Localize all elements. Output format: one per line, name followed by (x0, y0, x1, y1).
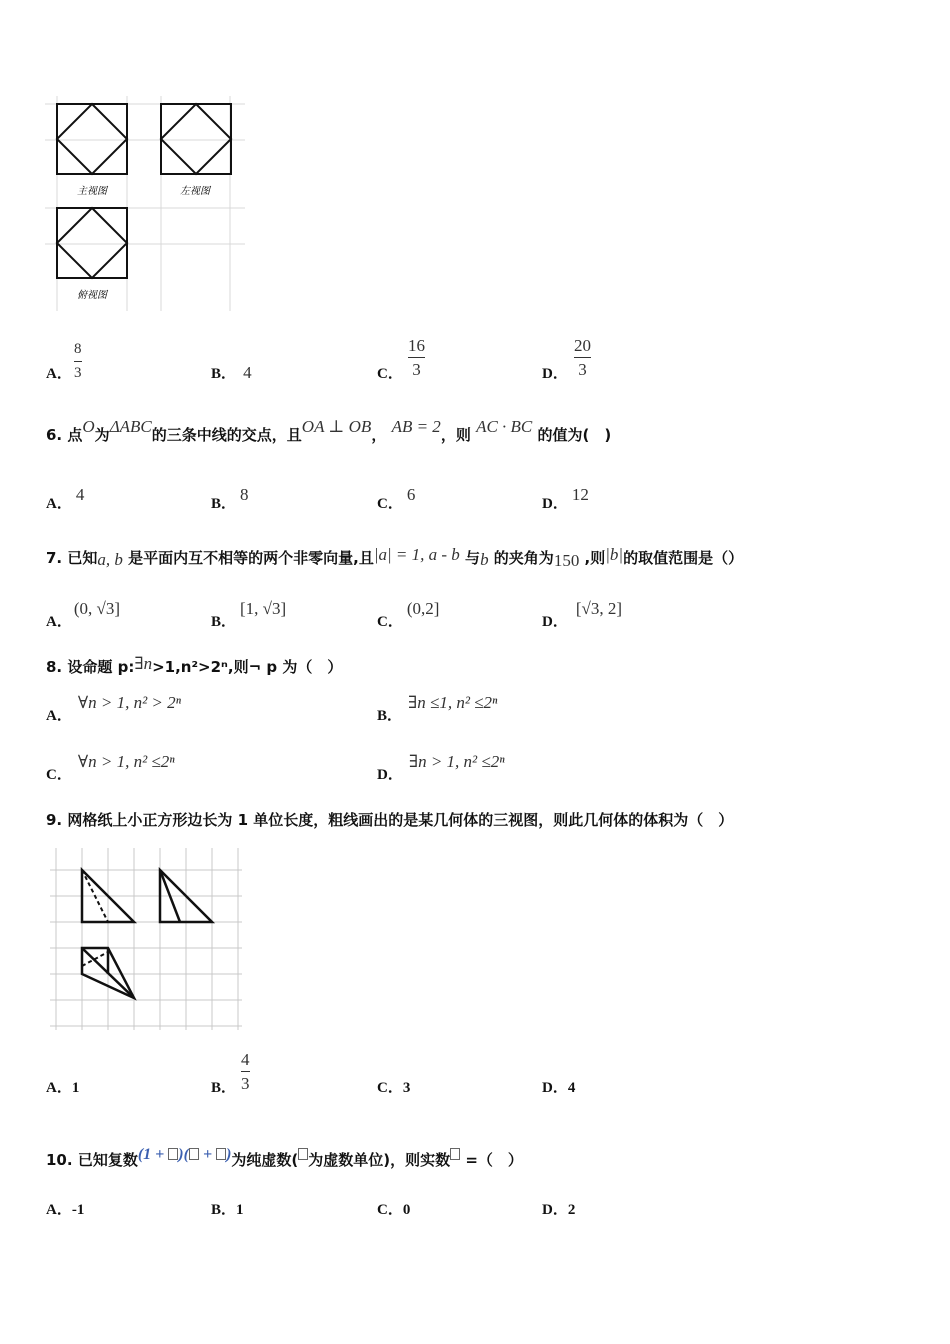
fraction: 4 3 (241, 1050, 250, 1093)
q6-option-a[interactable]: A． 4 (46, 485, 85, 512)
placeholder-glyph (450, 1148, 460, 1160)
q10-option-b[interactable]: B．1 (211, 1202, 244, 1218)
q6-option-c[interactable]: C． 6 (377, 485, 416, 512)
q10-option-c[interactable]: C．0 (377, 1202, 411, 1218)
q7-option-a[interactable]: A．(0, √3] (46, 599, 120, 630)
q9-stem: 9. 网格纸上小正方形边长为 1 单位长度，粗线画出的是某几何体的三视图，则此几何体的体积为（ ） (46, 811, 734, 829)
q5-three-view-figure (45, 96, 250, 316)
placeholder-glyph (298, 1148, 308, 1160)
q7-option-d[interactable]: D．[√3, 2] (542, 599, 622, 630)
q7-option-b[interactable]: B．[1, √3] (211, 599, 287, 630)
q8-option-c[interactable]: C．∀n > 1, n² ≤2ⁿ (46, 752, 175, 783)
caption-top-view: 俯视图 (77, 290, 107, 301)
complex-expression: (1 + )( + ) (137, 1146, 232, 1163)
q10-option-a[interactable]: A．-1 (46, 1202, 85, 1218)
option-label: B． (211, 366, 237, 382)
q10-stem: 10. 已知复数(1 + )( + )为纯虚数( 为虚数单位)，则实数 =（ ） (46, 1146, 523, 1169)
q6-option-d[interactable]: D． 12 (542, 485, 589, 512)
fraction: 16 3 (408, 336, 425, 379)
caption-side-view: 左视图 (180, 186, 210, 197)
q7-stem: 7. 已知a, b 是平面内互不相等的两个非零向量,且|a| = 1, a - b 与b 的夹角为150 ,则|b|的取值范围是（） (46, 545, 744, 570)
q9-three-view-figure (50, 848, 245, 1033)
option-label: D． (542, 366, 568, 382)
q10-option-d[interactable]: D．2 (542, 1202, 576, 1218)
q9-option-a[interactable]: A．1 (46, 1080, 80, 1096)
q7-option-c[interactable]: C．(0,2] (377, 599, 440, 630)
option-value: 4 (243, 363, 252, 382)
caption-front-view: 主视图 (77, 186, 107, 197)
fraction: 8 3 (74, 341, 82, 381)
q8-option-a[interactable]: A．∀n > 1, n² > 2ⁿ (46, 693, 181, 724)
q9-option-c[interactable]: C．3 (377, 1080, 411, 1096)
q6-stem: 6. 点O为ΔABC的三条中线的交点，且OA ⊥ OB， AB = 2，则 AC · BC 的值为( ) (46, 417, 612, 444)
option-label: C． (377, 366, 403, 382)
q8-stem: 8. 设命题 p:∃n>1,n²>2ⁿ,则¬ p 为（ ） (46, 654, 343, 676)
q5-option-b[interactable] (211, 362, 252, 383)
q8-option-d[interactable]: D．∃n > 1, n² ≤2ⁿ (377, 752, 505, 783)
option-label: A． (46, 366, 72, 382)
q8-option-b[interactable]: B．∃n ≤1, n² ≤2ⁿ (377, 693, 498, 724)
q6-option-b[interactable]: B． 8 (211, 485, 249, 512)
q9-option-d[interactable]: D．4 (542, 1080, 576, 1096)
fraction: 20 3 (574, 336, 591, 379)
